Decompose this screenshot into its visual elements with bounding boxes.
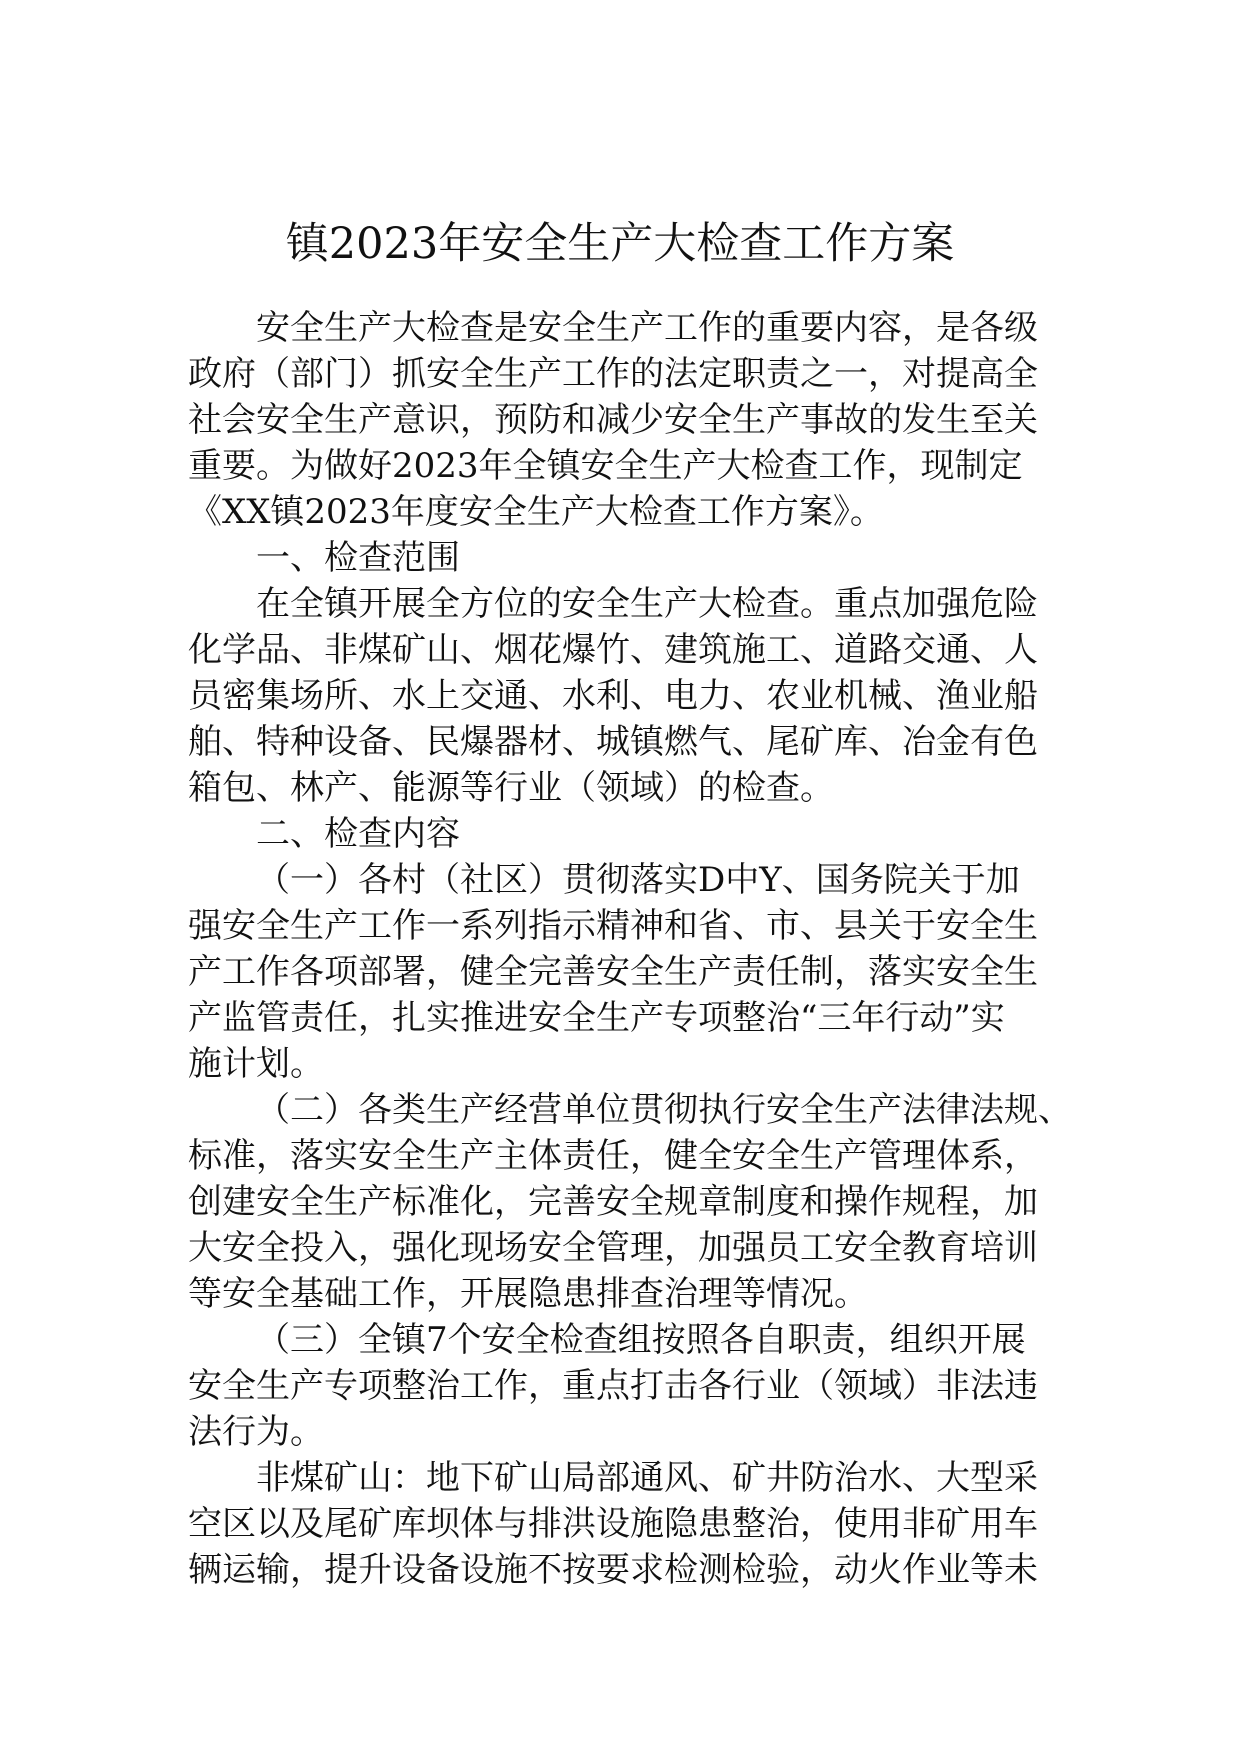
paragraph-line: 《XX镇2023年度安全生产大检查工作方案》。 xyxy=(188,492,884,532)
paragraph-line: 产监管责任，扎实推进安全生产专项整治“三年行动”实 xyxy=(188,998,1005,1038)
paragraph-line: （一）各村（社区）贯彻落实D中Y、国务院关于加 xyxy=(256,860,1020,900)
paragraph-line: 箱包、林产、能源等行业（领域）的检查。 xyxy=(188,768,834,808)
paragraph-line: （二）各类生产经营单位贯彻执行安全生产法律法规、 xyxy=(256,1090,1072,1130)
paragraph-line: 法行为。 xyxy=(188,1412,324,1452)
paragraph-line: 创建安全生产标准化，完善安全规章制度和操作规程，加 xyxy=(188,1182,1038,1222)
paragraph-line: 安全生产大检查是安全生产工作的重要内容，是各级 xyxy=(256,308,1038,348)
paragraph-line: 政府（部门）抓安全生产工作的法定职责之一，对提高全 xyxy=(188,354,1038,394)
paragraph-line: 大安全投入，强化现场安全管理，加强员工安全教育培训 xyxy=(188,1228,1038,1268)
section-heading-content: 二、检查内容 xyxy=(256,814,460,854)
paragraph-line: 重要。为做好2023年全镇安全生产大检查工作，现制定 xyxy=(188,446,1023,486)
paragraph-line: 员密集场所、水上交通、水利、电力、农业机械、渔业船 xyxy=(188,676,1038,716)
paragraph-line: 安全生产专项整治工作，重点打击各行业（领域）非法违 xyxy=(188,1366,1038,1406)
paragraph-line: 在全镇开展全方位的安全生产大检查。重点加强危险 xyxy=(256,584,1038,624)
paragraph-line: 辆运输，提升设备设施不按要求检测检验，动火作业等未 xyxy=(188,1550,1038,1590)
paragraph-line: 施计划。 xyxy=(188,1044,324,1084)
paragraph-line: 等安全基础工作，开展隐患排查治理等情况。 xyxy=(188,1274,868,1314)
paragraph-line: （三）全镇7个安全检查组按照各自职责，组织开展 xyxy=(256,1320,1026,1360)
section-heading-scope: 一、检查范围 xyxy=(256,538,460,578)
document-title: 镇2023年安全生产大检查工作方案 xyxy=(285,219,955,269)
paragraph-line: 标准，落实安全生产主体责任，健全安全生产管理体系， xyxy=(188,1136,1038,1176)
paragraph-line: 强安全生产工作一系列指示精神和省、市、县关于安全生 xyxy=(188,906,1038,946)
paragraph-line: 非煤矿山：地下矿山局部通风、矿井防治水、大型采 xyxy=(256,1458,1038,1498)
paragraph-line: 化学品、非煤矿山、烟花爆竹、建筑施工、道路交通、人 xyxy=(188,630,1038,670)
paragraph-line: 产工作各项部署，健全完善安全生产责任制，落实安全生 xyxy=(188,952,1038,992)
paragraph-line: 社会安全生产意识，预防和减少安全生产事故的发生至关 xyxy=(188,400,1038,440)
paragraph-line: 空区以及尾矿库坝体与排洪设施隐患整治，使用非矿用车 xyxy=(188,1504,1038,1544)
paragraph-line: 舶、特种设备、民爆器材、城镇燃气、尾矿库、冶金有色 xyxy=(188,722,1038,762)
